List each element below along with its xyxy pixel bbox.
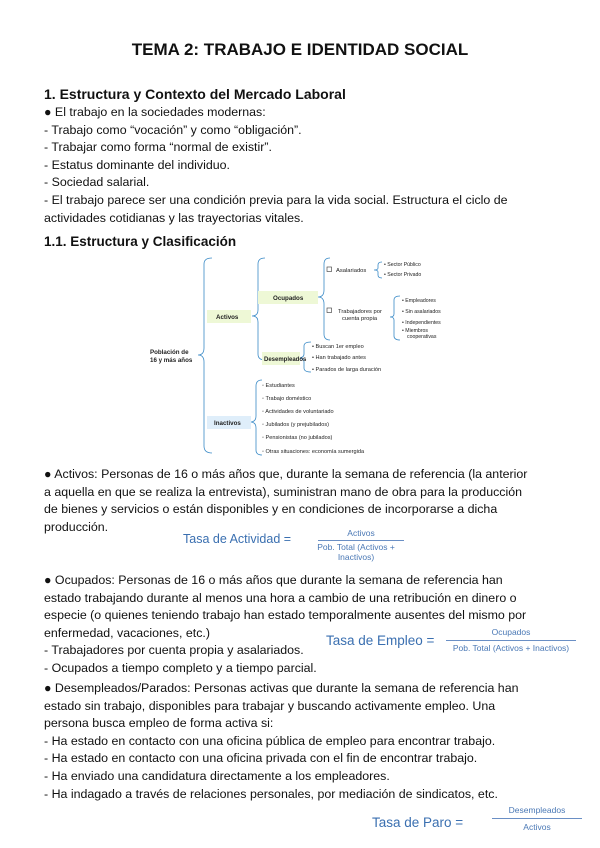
- text-line: - El trabajo parece ser una condición previa para la vida social. Estructura el ciclo de: [44, 192, 508, 207]
- text-line: persona busca empleo de forma activa si:: [44, 716, 274, 731]
- diagram-cp-item: • Sin asalariados: [402, 309, 441, 315]
- checkbox-icon: [327, 308, 332, 313]
- tasa-paro-numerator: Desempleados: [508, 805, 566, 815]
- text-line: especie (o quienes teniendo trabajo han estado temporalmente ausentes del mismo por: [44, 608, 527, 623]
- diagram-inact-item: ◦ Jubilados (y prejubilados): [262, 422, 329, 428]
- section-1-heading: 1. Estructura y Contexto del Mercado Laboral: [44, 86, 346, 102]
- text-line: - Estatus dominante del individuo.: [44, 157, 230, 172]
- text-line: - Ha indagado a través de relaciones personales, por mediación de sindicatos, etc.: [44, 786, 498, 801]
- diagram-inact-item: ◦ Actividades de voluntariado: [262, 409, 334, 415]
- section-1-body: [44, 104, 564, 227]
- text-line: - Trabajadores por cuenta propia y asalariados.: [44, 643, 304, 658]
- text-line: ● Activos: Personas de 16 o más años que, durante la semana de referencia (la anterior: [44, 467, 528, 481]
- diagram-root-label: Población de 16 y más años: [150, 349, 193, 364]
- diagram-desempleados: Desempleados: [264, 357, 307, 363]
- tasa-empleo-label: Tasa de Empleo =: [326, 633, 435, 648]
- tasa-paro-label: Tasa de Paro =: [372, 815, 464, 830]
- fraction-line: [492, 818, 582, 819]
- text-line: ● El trabajo en la sociedades modernas:: [44, 105, 266, 119]
- ocupados-paragraph: [44, 572, 564, 678]
- text-line: de bienes y servicios o están disponibles y en condiciones de incorporarse a dicha: [44, 502, 498, 517]
- fraction-line: [318, 540, 404, 541]
- fraction-line: [446, 640, 576, 641]
- section-1-1-heading: 1.1. Estructura y Clasificación: [44, 234, 237, 249]
- diagram-cuenta-propia: Trabajadores por cuenta propia: [338, 309, 382, 322]
- diagram-inact-item: ◦ Otras situaciones: economía sumergida: [262, 449, 365, 455]
- diagram-desemp-item: • Buscan 1er empleo: [312, 344, 364, 350]
- text-line: - Ha estado en contacto con una oficina pública de empleo para encontrar trabajo.: [44, 733, 496, 748]
- diagram-asalariados: Asalariados: [336, 268, 367, 274]
- classification-diagram: [0, 250, 600, 465]
- checkbox-icon: [327, 267, 332, 272]
- diagram-inact-item: ◦ Pensionistas (no jubilados): [262, 435, 333, 441]
- diagram-desemp-item: • Parados de larga duración: [312, 367, 382, 373]
- text-line: - Ocupados a tiempo completo y a tiempo parcial.: [44, 660, 317, 675]
- activos-paragraph: [44, 466, 564, 536]
- text-line: actividades cotidianas y las trayectorias vitales.: [44, 210, 304, 225]
- diagram-inact-item: ◦ Trabajo doméstico: [262, 396, 312, 402]
- text-line: - Trabajo como “vocación” y como “obligación”.: [44, 122, 302, 137]
- text-line: - Sociedad salarial.: [44, 175, 150, 190]
- diagram-cp-item: • Independientes: [402, 320, 441, 326]
- text-line: - Ha enviado una candidatura directamente a los empleadores.: [44, 768, 390, 783]
- text-line: - Ha estado en contacto con una oficina privada con el fin de encontrar trabajo.: [44, 751, 478, 766]
- text-line: estado trabajando durante al menos una hora a cambio de una retribución en dinero o: [44, 590, 517, 605]
- text-line: ● Desempleados/Parados: Personas activas que durante la semana de referencia han: [44, 681, 519, 695]
- tasa-paro-denominator: Activos: [523, 822, 551, 832]
- tasa-actividad-denominator: Pob. Total (Activos + Inactivos): [317, 542, 395, 562]
- text-line: a aquella en que se realiza la entrevista), suministran mano de obra para la producción: [44, 484, 523, 499]
- tasa-actividad-label: Tasa de Actividad =: [183, 532, 292, 546]
- tasa-empleo-denominator: Pob. Total (Activos + Inactivos): [452, 643, 570, 653]
- diagram-desemp-item: • Han trabajado antes: [312, 355, 366, 361]
- diagram-inact-item: ◦ Estudiantes: [262, 383, 295, 389]
- text-line: producción.: [44, 519, 109, 534]
- diagram-inactivos: Inactivos: [214, 420, 241, 427]
- diagram-activos: Activos: [216, 314, 239, 321]
- page-title: TEMA 2: TRABAJO E IDENTIDAD SOCIAL: [131, 40, 469, 59]
- text-line: - Trabajar como forma “normal de existir”.: [44, 140, 272, 155]
- diagram-asal-item: • Sector Privado: [384, 272, 422, 278]
- tasa-empleo-numerator: Ocupados: [491, 627, 531, 637]
- diagram-cp-item: • Miembros cooperativas: [402, 328, 437, 340]
- diagram-cp-item: • Empleadores: [402, 298, 436, 304]
- diagram-ocupados: Ocupados: [273, 295, 304, 302]
- diagram-asal-item: • Sector Público: [384, 262, 421, 268]
- text-line: estado sin trabajo, disponibles para trabajar y buscando activamente empleo. Una: [44, 698, 496, 713]
- text-line: enfermedad, vacaciones, etc.): [44, 625, 210, 640]
- desempleados-paragraph: [44, 680, 564, 803]
- tasa-actividad-numerator: Activos: [347, 528, 375, 538]
- text-line: ● Ocupados: Personas de 16 o más años que durante la semana de referencia han: [44, 573, 503, 587]
